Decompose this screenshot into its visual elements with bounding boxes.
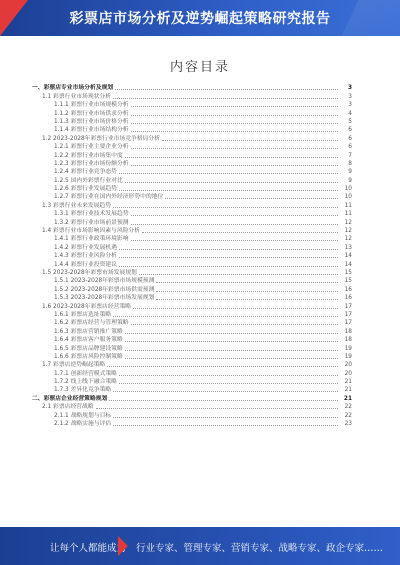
toc-entry-title: 1.4.2 彩票行业发展机遇 bbox=[54, 244, 117, 251]
toc-entry-page: 17 bbox=[344, 303, 352, 310]
toc-entry[interactable] bbox=[32, 235, 352, 243]
toc-entry-title: 1.1.2 彩票行业市场供求分析 bbox=[54, 110, 129, 117]
toc-leader-dots bbox=[113, 417, 338, 418]
toc-entry-page: 19 bbox=[344, 345, 352, 352]
toc-leader-dots bbox=[131, 215, 338, 216]
toc-entry-page: 22 bbox=[344, 404, 352, 411]
toc-entry-page: 15 bbox=[344, 269, 352, 276]
toc-entry-page: 3 bbox=[347, 85, 352, 92]
toc-entry[interactable] bbox=[32, 227, 352, 235]
toc-entry-title: 1.3.1 彩票行业技术发展趋势 bbox=[54, 211, 129, 218]
toc-leader-dots bbox=[125, 358, 338, 359]
toc-leader-dots bbox=[131, 148, 338, 149]
toc-entry-title: 2.1 彩票店经营战略 bbox=[42, 404, 94, 411]
toc-entry-page: 10 bbox=[344, 194, 352, 201]
toc-leader-dots bbox=[131, 165, 338, 166]
toc-entry-title: 1.1.3 彩票行业市场价格分析 bbox=[54, 118, 129, 125]
footer-banner bbox=[0, 527, 400, 565]
toc-entry-page: 19 bbox=[344, 353, 352, 360]
toc-entry-title: 二、彩票店企业经营策略规划 bbox=[32, 395, 108, 402]
toc-leader-dots bbox=[156, 291, 338, 292]
toc-entry-title: 1.5.3 2023-2028年彩票市场发展规划 bbox=[54, 295, 155, 302]
toc-entry[interactable] bbox=[32, 403, 352, 411]
toc-leader-dots bbox=[109, 400, 338, 401]
toc-entry-page: 12 bbox=[344, 228, 352, 235]
toc-entry-page: 6 bbox=[348, 127, 352, 134]
toc-heading: 内容目录 bbox=[169, 60, 230, 75]
toc-entry-title: 1.7 彩票店逆势崛起策略 bbox=[42, 362, 106, 369]
toc-entry[interactable] bbox=[32, 411, 352, 419]
toc-entry-page: 5 bbox=[348, 118, 352, 125]
toc-entry-title: 1.7.1 创新经营模式策略 bbox=[54, 370, 117, 377]
toc-leader-dots bbox=[119, 190, 338, 191]
toc-leader-dots bbox=[131, 106, 338, 107]
toc-leader-dots bbox=[113, 207, 338, 208]
toc-entry-page: 21 bbox=[343, 395, 352, 402]
toc-entry[interactable] bbox=[32, 353, 352, 361]
toc-entry-title: 1.1.4 彩票行业市场结构分析 bbox=[54, 127, 129, 134]
toc-leader-dots bbox=[113, 98, 338, 99]
toc-leader-dots bbox=[131, 115, 338, 116]
toc-entry-title: 1.2.1 彩票行业主要企业分析 bbox=[54, 144, 129, 151]
toc-entry-title: 2.1.1 战略规划与目标 bbox=[54, 412, 112, 419]
toc-entry-page: 21 bbox=[344, 379, 352, 386]
toc-entry-title: 1.2.5 国内外彩票行业对比 bbox=[54, 177, 123, 184]
toc-entry-page: 22 bbox=[344, 412, 352, 419]
toc-entry[interactable] bbox=[32, 311, 352, 319]
toc-leader-dots bbox=[115, 89, 338, 90]
toc-entry[interactable] bbox=[32, 109, 352, 117]
toc-entry-page: 10 bbox=[344, 186, 352, 193]
toc-entry[interactable] bbox=[32, 336, 352, 344]
toc-entry-title: 1.6 2023-2028年彩票店经营策略 bbox=[42, 303, 132, 310]
toc-entry[interactable] bbox=[32, 394, 352, 402]
toc-entry[interactable] bbox=[32, 201, 352, 209]
toc-leader-dots bbox=[119, 173, 338, 174]
toc-entry-page: 4 bbox=[348, 110, 352, 117]
toc-leader-dots bbox=[119, 257, 338, 258]
toc-leader-dots bbox=[165, 198, 338, 199]
toc-entry[interactable] bbox=[32, 260, 352, 268]
toc-entry[interactable] bbox=[32, 302, 352, 310]
toc-entry[interactable] bbox=[32, 361, 352, 369]
toc-entry-title: 1.4 彩票行业市场影响因素与风险分析 bbox=[42, 228, 141, 235]
toc-entry-page: 11 bbox=[344, 202, 352, 209]
toc-entry[interactable] bbox=[32, 327, 352, 335]
toc-entry[interactable] bbox=[32, 277, 352, 285]
toc-entry-title: 1.6.4 彩票店客户服务策略 bbox=[54, 337, 123, 344]
toc-leader-dots bbox=[96, 408, 338, 409]
header-banner bbox=[0, 0, 400, 36]
toc-entry[interactable] bbox=[32, 294, 352, 302]
toc-entry-page: 9 bbox=[348, 169, 352, 176]
toc-entry[interactable] bbox=[32, 126, 352, 134]
toc-entry[interactable] bbox=[32, 168, 352, 176]
toc-leader-dots bbox=[119, 249, 338, 250]
toc-entry-title: 1.7.2 线上线下融合策略 bbox=[54, 379, 117, 386]
toc-entry-title: 1.4.3 彩票行业风险分析 bbox=[54, 253, 117, 260]
document-title: 彩票店市场分析及逆势崛起策略研究报告 bbox=[69, 11, 331, 27]
toc-entry-title: 1.4.4 彩票行业投资建议 bbox=[54, 261, 117, 268]
toc-leader-dots bbox=[119, 375, 338, 376]
toc-leader-dots bbox=[125, 182, 338, 183]
toc-entry-title: 1.2.4 彩票行业竞争态势 bbox=[54, 169, 117, 176]
toc-entry[interactable] bbox=[32, 151, 352, 159]
toc-leader-dots bbox=[131, 324, 338, 325]
toc-leader-dots bbox=[156, 299, 338, 300]
toc-leader-dots bbox=[125, 341, 338, 342]
toc-entry-page: 3 bbox=[348, 102, 352, 109]
toc-leader-dots bbox=[119, 266, 338, 267]
toc-leader-dots bbox=[119, 383, 338, 384]
toc-entry[interactable] bbox=[32, 193, 352, 201]
toc-entry-title: 1.2.6 彩票行业发展趋势 bbox=[54, 186, 117, 193]
toc-entry-title: 1.5.1 2023-2028年彩票市场规模预测 bbox=[54, 278, 155, 285]
toc-leader-dots bbox=[131, 123, 338, 124]
toc-entry[interactable] bbox=[32, 319, 352, 327]
toc-entry-page: 15 bbox=[344, 278, 352, 285]
toc-entry-page: 13 bbox=[344, 244, 352, 251]
toc-entry-title: 1.6.2 彩票店经营与管理策略 bbox=[54, 320, 129, 327]
toc-entry-title: 1.2 2023-2028年彩票行业市场竞争格局分析 bbox=[42, 135, 161, 142]
toc-entry-title: 1.4.1 彩票行业政策环境影响 bbox=[54, 236, 129, 243]
toc-entry[interactable] bbox=[32, 252, 352, 260]
toc-entry[interactable] bbox=[32, 285, 352, 293]
toc-leader-dots bbox=[131, 224, 338, 225]
toc-entry-page: 8 bbox=[348, 160, 352, 167]
toc-entry-page: 18 bbox=[344, 328, 352, 335]
toc-entry-title: 1.6.1 彩票店选址策略 bbox=[54, 311, 112, 318]
toc-leader-dots bbox=[156, 282, 338, 283]
toc-entry-title: 1.6.3 彩票店营销推广策略 bbox=[54, 328, 123, 335]
toc-entry-title: 1.5 2023-2028年彩票市场发展规划 bbox=[42, 269, 137, 276]
toc-entry-page: 3 bbox=[348, 93, 352, 100]
toc-entry-page: 11 bbox=[344, 211, 352, 218]
toc-entry-page: 21 bbox=[344, 387, 352, 394]
toc-entry-title: 1.5.2 2023-2028年彩票市场供需预测 bbox=[54, 286, 155, 293]
toc-entry[interactable] bbox=[32, 243, 352, 251]
toc-entry[interactable] bbox=[32, 176, 352, 184]
toc-entry[interactable] bbox=[32, 160, 352, 168]
toc-entry[interactable] bbox=[32, 143, 352, 151]
toc-entry[interactable] bbox=[32, 218, 352, 226]
toc-entry-title: 1.6.5 彩票店品牌建设策略 bbox=[54, 345, 123, 352]
toc-entry[interactable] bbox=[32, 185, 352, 193]
footer-roles: 行业专家、管理专家、营销专家、战略专家、政企专家…… bbox=[136, 543, 384, 554]
toc-leader-dots bbox=[162, 140, 338, 141]
toc-entry-title: 1.7.3 差异化竞争策略 bbox=[54, 387, 112, 394]
toc-entry-page: 20 bbox=[344, 370, 352, 377]
toc-leader-dots bbox=[113, 316, 338, 317]
toc-entry-page: 9 bbox=[348, 177, 352, 184]
toc-leader-dots bbox=[131, 240, 338, 241]
toc-entry-title: 1.2.2 彩票行业市场集中度 bbox=[54, 152, 123, 159]
toc-entry-page: 14 bbox=[344, 253, 352, 260]
toc-entry-title: 1.3 彩票行业未来发展趋势 bbox=[42, 202, 112, 209]
toc-leader-dots bbox=[113, 391, 338, 392]
toc-entry[interactable] bbox=[32, 344, 352, 352]
toc-entry[interactable] bbox=[32, 101, 352, 109]
toc-entry-page: 7 bbox=[348, 152, 352, 159]
toc-entry-page: 16 bbox=[344, 295, 352, 302]
toc-entry-title: 1.1 彩票行业市场现状分析 bbox=[42, 93, 112, 100]
toc-leader-dots bbox=[133, 308, 338, 309]
toc-entry-title: 1.6.6 彩票店风险控制策略 bbox=[54, 353, 123, 360]
toc-entry[interactable] bbox=[32, 269, 352, 277]
toc-entry[interactable] bbox=[32, 378, 352, 386]
toc-entry-page: 17 bbox=[344, 311, 352, 318]
toc-entry-page: 23 bbox=[344, 421, 352, 428]
toc-entry[interactable] bbox=[32, 420, 352, 428]
toc-entry-title: 一、彩票店专业市场分析及规划 bbox=[32, 85, 114, 92]
toc-entry-page: 12 bbox=[344, 219, 352, 226]
toc-leader-dots bbox=[107, 366, 338, 367]
toc-entry-title: 2.1.2 战略实施与评估 bbox=[54, 421, 112, 428]
toc-entry-page: 17 bbox=[344, 320, 352, 327]
toc-entry-title: 1.3.2 彩票行业市场前景预测 bbox=[54, 219, 129, 226]
toc-entry[interactable] bbox=[32, 84, 352, 92]
toc-entry-page: 16 bbox=[344, 286, 352, 293]
toc-entry-page: 6 bbox=[348, 144, 352, 151]
toc-leader-dots bbox=[131, 131, 338, 132]
toc-entry-title: 1.2.7 彩票行业在国内外经济形势中的地位 bbox=[54, 194, 164, 201]
toc-entry[interactable] bbox=[32, 369, 352, 377]
toc-leader-dots bbox=[125, 157, 338, 158]
toc-entry-page: 6 bbox=[348, 135, 352, 142]
toc-entry[interactable] bbox=[32, 118, 352, 126]
toc-entry[interactable] bbox=[32, 92, 352, 100]
toc-entry[interactable] bbox=[32, 210, 352, 218]
toc-entry-title: 1.1.1 彩票行业市场规模分析 bbox=[54, 102, 129, 109]
toc-leader-dots bbox=[113, 425, 338, 426]
toc-entry[interactable] bbox=[32, 386, 352, 394]
toc-leader-dots bbox=[142, 232, 338, 233]
table-of-contents bbox=[32, 84, 352, 514]
toc-entry-page: 20 bbox=[344, 362, 352, 369]
toc-leader-dots bbox=[139, 274, 338, 275]
toc-leader-dots bbox=[125, 350, 338, 351]
toc-entry-page: 14 bbox=[344, 261, 352, 268]
toc-entry-page: 18 bbox=[344, 337, 352, 344]
arrow-icon bbox=[118, 536, 128, 556]
toc-entry-title: 1.2.3 彩票行业市场份额分析 bbox=[54, 160, 129, 167]
footer-slogan: 让每个人都能成为 bbox=[50, 543, 127, 554]
toc-entry-page: 12 bbox=[344, 236, 352, 243]
toc-entry[interactable] bbox=[32, 134, 352, 142]
toc-leader-dots bbox=[125, 333, 338, 334]
